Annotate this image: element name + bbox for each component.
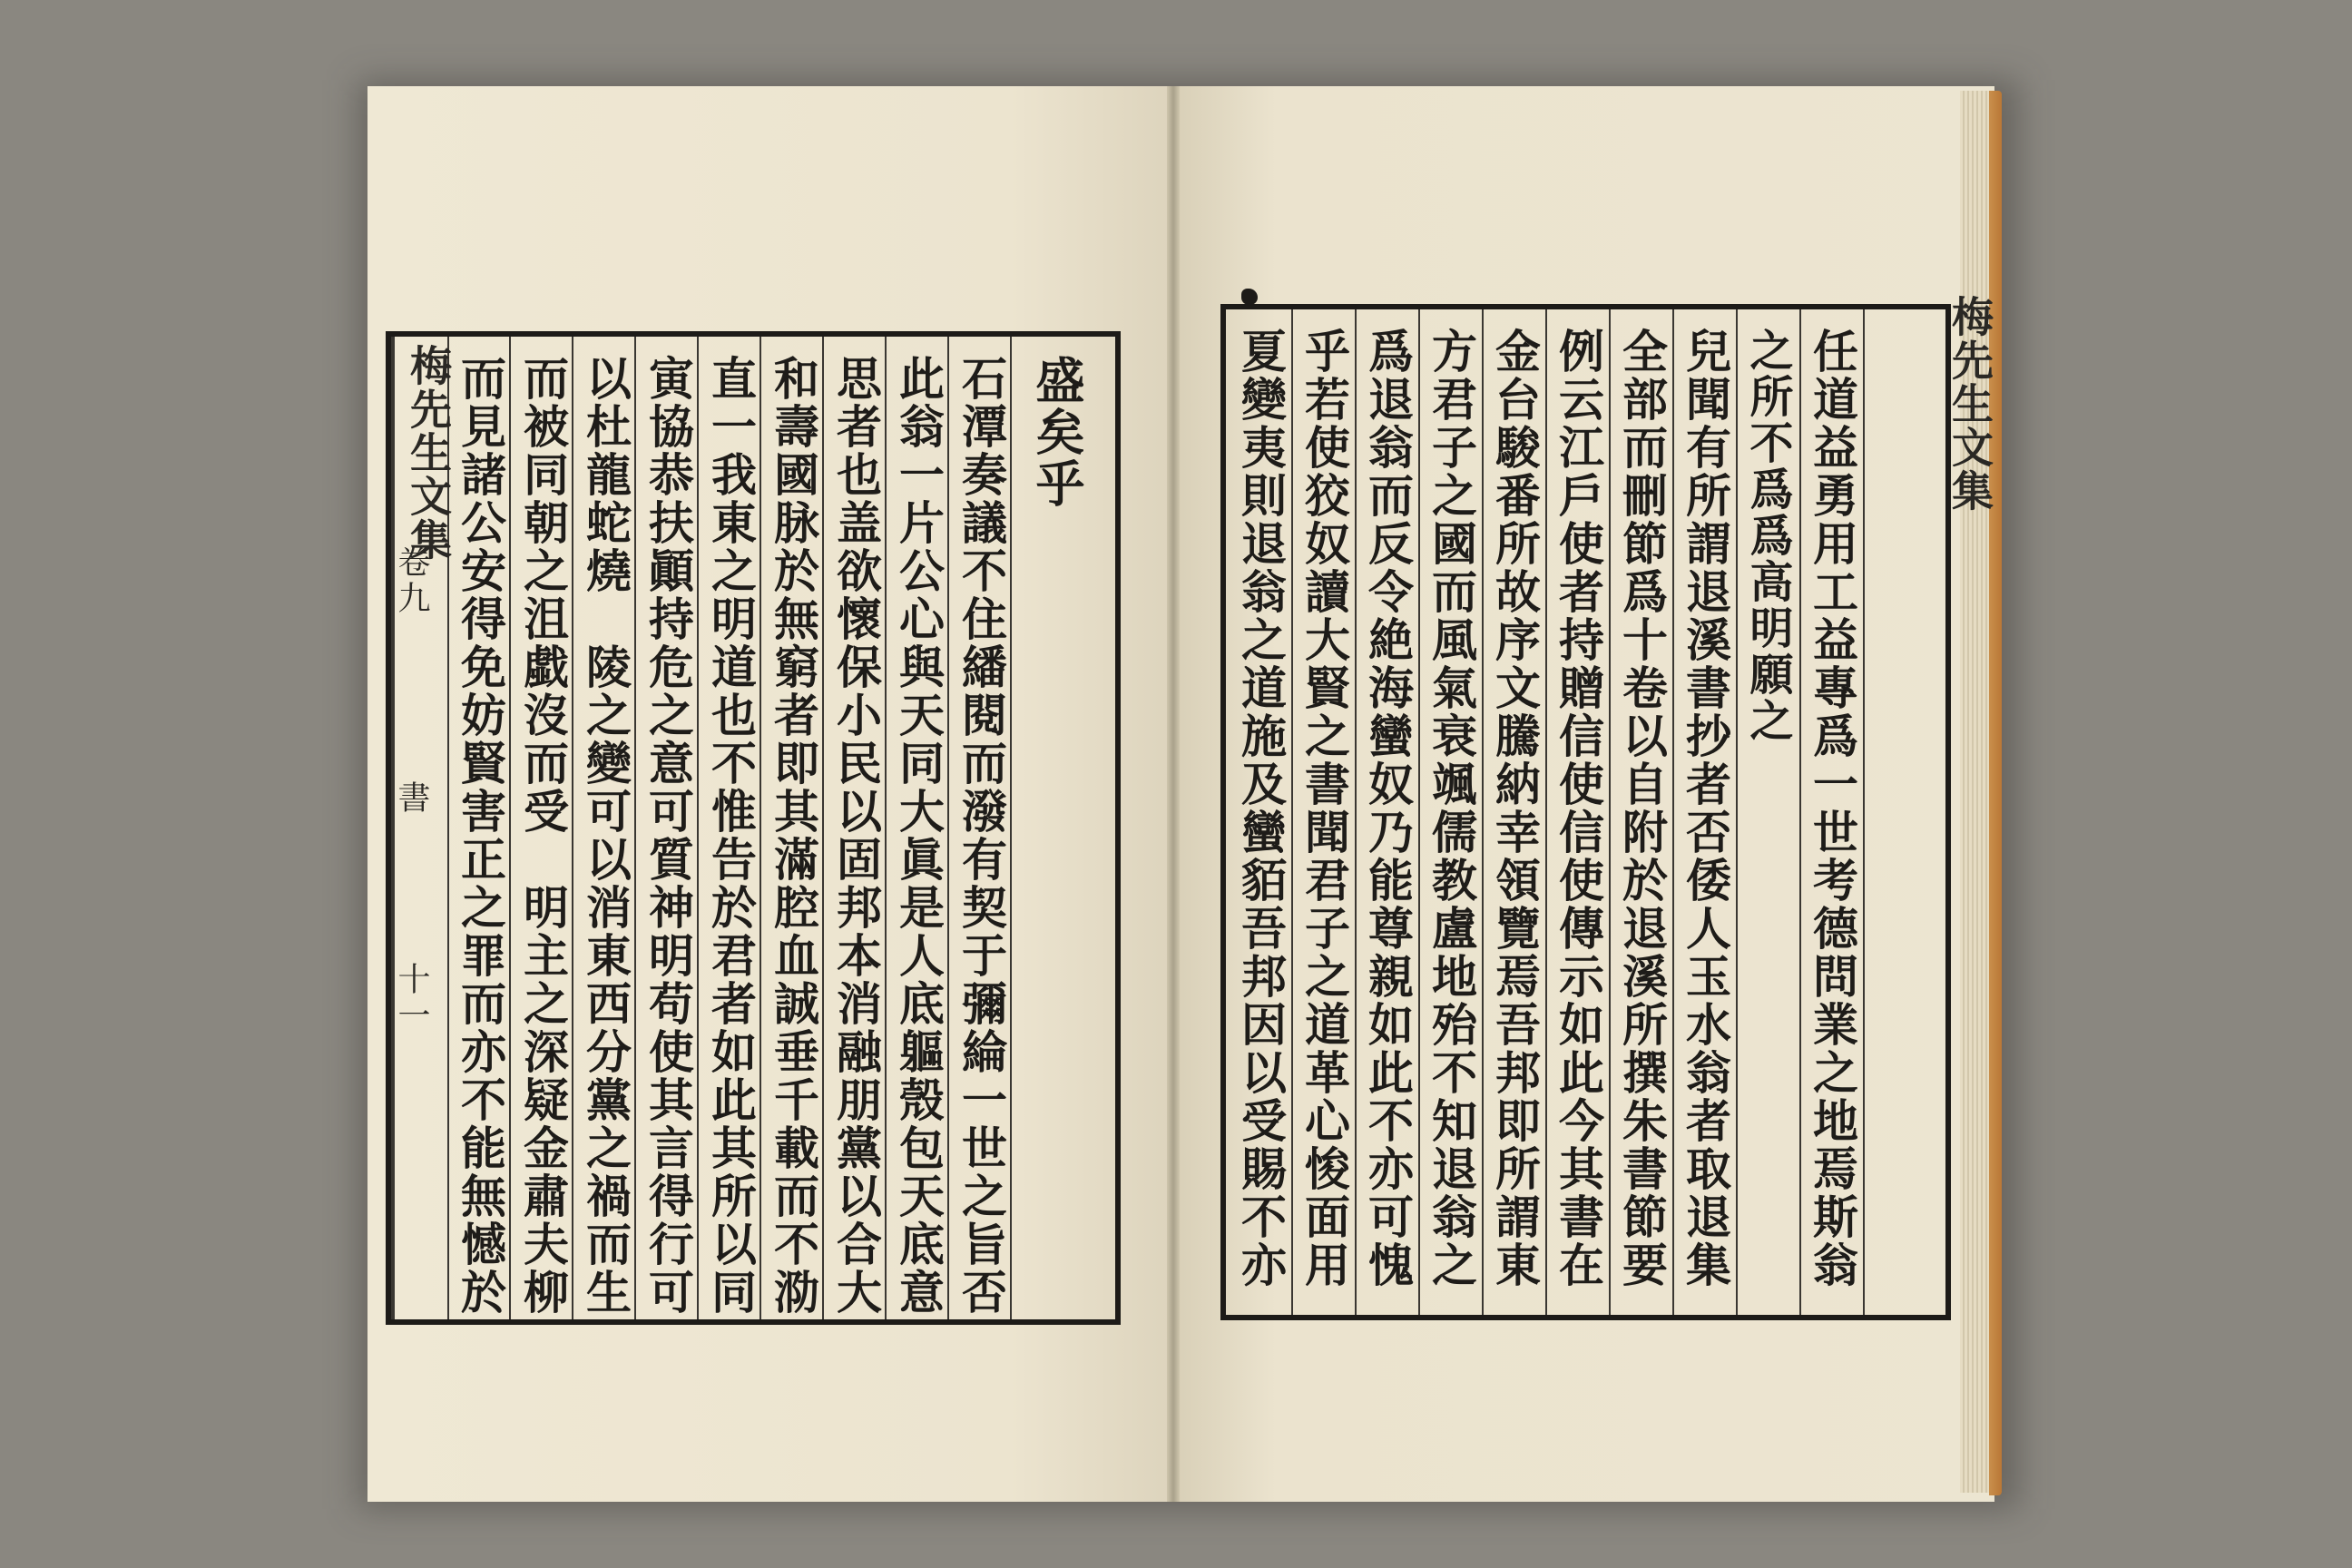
column-rule: [1609, 309, 1611, 1315]
volume-label: 卷九: [393, 544, 430, 617]
column-rule: [822, 337, 824, 1319]
page-number: 十一: [393, 962, 430, 1034]
ink-blot: [1241, 289, 1258, 305]
margin-title: 梅先生文集: [1945, 295, 1994, 513]
section-label: 書: [393, 780, 430, 817]
column-rule: [885, 337, 887, 1319]
column-rule: [1736, 309, 1738, 1315]
column-rule: [697, 337, 699, 1319]
column-rule: [1545, 309, 1547, 1315]
column-rule: [760, 337, 761, 1319]
right-text-frame: [1220, 304, 1951, 1320]
column-rule: [947, 337, 949, 1319]
text-column: 方君子之國而風氣衰颯儒教盧地殆不知退翁之: [1425, 328, 1478, 1289]
text-column: 以杜龍蛇燒 陵之變可以消東西分黨之禍而生: [579, 355, 632, 1317]
text-column: 而被同朝之沮戱沒而受 明主之深疑金肅夫柳: [516, 355, 570, 1317]
text-column: 任道益勇用工益專爲一世考德問業之地焉斯翁: [1806, 328, 1859, 1289]
text-column: 全部而刪節爲十卷以自附於退溪所撰朱書節要: [1615, 328, 1669, 1289]
text-column: 爲退翁而反令絶海蠻奴乃能尊親如此不亦可愧: [1361, 328, 1415, 1289]
text-column: 乎若使狡奴讀大賢之書聞君子之道革心悛面用: [1298, 328, 1351, 1289]
text-column: 金台駿番所故序文騰納幸領覽焉吾邦即所謂東: [1488, 328, 1542, 1289]
column-rule: [1863, 309, 1865, 1315]
column-rule: [509, 337, 511, 1319]
left-text-frame: [386, 331, 1121, 1325]
text-column: 思者也盖欲懷保小民以固邦本消融朋黨以合大: [829, 355, 883, 1317]
fish-tail-rule: [391, 337, 395, 1319]
text-column: 夏變夷則退翁之道施及蠻貊吾邦因以受賜不亦: [1234, 328, 1288, 1289]
column-rule: [1799, 309, 1801, 1315]
text-column: 盛矣乎: [1028, 355, 1086, 510]
text-column: 此翁一片公心與天同大眞是人底軀殼包天底意: [892, 355, 946, 1317]
column-rule: [1482, 309, 1484, 1315]
text-column: 例云江戶使者持贈信使信使傳示如此今其書在: [1552, 328, 1605, 1289]
column-rule: [634, 337, 636, 1319]
column-rule: [1418, 309, 1420, 1315]
column-rule: [1672, 309, 1674, 1315]
book-gutter: [1167, 86, 1180, 1502]
column-rule: [1355, 309, 1357, 1315]
text-column: 直一我東之明道也不惟告於君者如此其所以同: [704, 355, 758, 1317]
margin-title: 梅先生文集: [404, 344, 453, 562]
column-rule: [1291, 309, 1293, 1315]
text-column: 而見諸公安得免妨賢害正之罪而亦不能無憾於: [454, 355, 507, 1317]
column-rule: [1010, 337, 1012, 1319]
text-column: 兒聞有所謂退溪書抄者否倭人玉水翁者取退集: [1679, 328, 1732, 1289]
text-column: 之所不爲爲高明願之: [1742, 328, 1793, 744]
text-column: 寅協恭扶顚持危之意可質神明苟使其言得行可: [642, 355, 695, 1317]
text-column: 石潭奏議不住繙閱而潑有契于彌綸一世之旨否: [955, 355, 1008, 1317]
column-rule: [572, 337, 573, 1319]
text-column: 和壽國脉於無窮者即其滿腔血誠垂千載而不泐: [767, 355, 820, 1317]
